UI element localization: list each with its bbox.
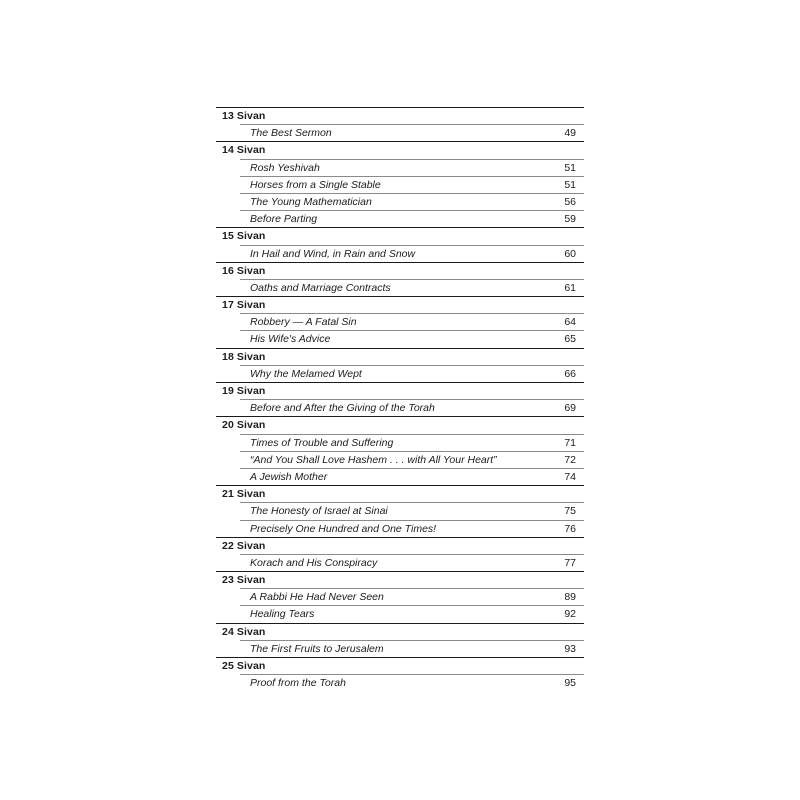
day-section (0, 485, 800, 537)
day-section (0, 227, 800, 261)
day-heading: 19 Sivan (216, 382, 584, 399)
entry-title: His Wife's Advice (250, 333, 331, 346)
toc-entry[interactable] (240, 451, 584, 468)
toc-entry[interactable] (240, 520, 584, 537)
entry-page-number: 49 (564, 127, 576, 140)
table-of-contents (0, 107, 800, 691)
entry-page-number: 74 (564, 470, 576, 483)
entry-page-number: 60 (564, 247, 576, 260)
toc-entry[interactable] (240, 313, 584, 330)
entry-title: The First Fruits to Jerusalem (250, 642, 384, 655)
entry-page-number: 75 (564, 505, 576, 518)
day-heading: 21 Sivan (216, 485, 584, 502)
entry-title: Robbery — A Fatal Sin (250, 316, 357, 329)
entry-page-number: 51 (564, 178, 576, 191)
day-heading: 16 Sivan (216, 262, 584, 279)
toc-entry[interactable] (240, 554, 584, 571)
day-section (0, 623, 800, 657)
entry-page-number: 69 (564, 402, 576, 415)
toc-entry[interactable] (240, 124, 584, 141)
day-section (0, 382, 800, 416)
entry-title: “And You Shall Love Hashem . . . with All Your Heart” (250, 453, 497, 466)
day-heading: 17 Sivan (216, 296, 584, 313)
day-section (0, 262, 800, 296)
entry-page-number: 51 (564, 161, 576, 174)
entry-page-number: 92 (564, 608, 576, 621)
toc-entry[interactable] (240, 502, 584, 519)
entry-title: Horses from a Single Stable (250, 178, 381, 191)
entry-page-number: 93 (564, 642, 576, 655)
toc-entry[interactable] (240, 159, 584, 176)
toc-entry[interactable] (240, 279, 584, 296)
entry-page-number: 89 (564, 591, 576, 604)
day-section (0, 416, 800, 485)
entry-title: Oaths and Marriage Contracts (250, 281, 391, 294)
entry-page-number: 65 (564, 333, 576, 346)
day-section (0, 296, 800, 348)
entry-page-number: 72 (564, 453, 576, 466)
day-section (0, 107, 800, 141)
toc-entry[interactable] (240, 210, 584, 227)
toc-entry[interactable] (240, 330, 584, 347)
day-section (0, 537, 800, 571)
day-heading: 25 Sivan (216, 657, 584, 674)
day-heading: 24 Sivan (216, 623, 584, 640)
day-section (0, 141, 800, 227)
toc-entry[interactable] (240, 605, 584, 622)
entry-page-number: 64 (564, 316, 576, 329)
entry-title: Healing Tears (250, 608, 315, 621)
toc-entry[interactable] (240, 674, 584, 691)
toc-entry[interactable] (240, 640, 584, 657)
entry-title: Korach and His Conspiracy (250, 556, 378, 569)
entry-title: Proof from the Torah (250, 677, 346, 690)
toc-entry[interactable] (240, 399, 584, 416)
day-heading: 18 Sivan (216, 348, 584, 365)
day-section (0, 348, 800, 382)
entry-page-number: 59 (564, 213, 576, 226)
day-heading: 20 Sivan (216, 416, 584, 433)
day-section (0, 657, 800, 691)
entry-title: A Rabbi He Had Never Seen (250, 591, 384, 604)
day-heading: 14 Sivan (216, 141, 584, 158)
entry-title: Why the Melamed Wept (250, 367, 362, 380)
entry-page-number: 71 (564, 436, 576, 449)
entry-page-number: 61 (564, 281, 576, 294)
toc-entry[interactable] (240, 434, 584, 451)
day-heading: 22 Sivan (216, 537, 584, 554)
day-heading: 13 Sivan (216, 107, 584, 124)
entry-title: The Young Mathematician (250, 195, 372, 208)
entry-title: Precisely One Hundred and One Times! (250, 522, 437, 535)
toc-entry[interactable] (240, 245, 584, 262)
toc-entry[interactable] (240, 588, 584, 605)
entry-page-number: 77 (564, 556, 576, 569)
entry-title: In Hail and Wind, in Rain and Snow (250, 247, 416, 260)
toc-entry[interactable] (240, 176, 584, 193)
entry-title: Before Parting (250, 213, 318, 226)
entry-title: Before and After the Giving of the Torah (250, 402, 435, 415)
entry-page-number: 95 (564, 677, 576, 690)
toc-entry[interactable] (240, 365, 584, 382)
entry-title: Rosh Yeshivah (250, 161, 320, 174)
day-section (0, 571, 800, 623)
entry-page-number: 76 (564, 522, 576, 535)
entry-title: The Honesty of Israel at Sinai (250, 505, 388, 518)
day-heading: 23 Sivan (216, 571, 584, 588)
toc-entry[interactable] (240, 193, 584, 210)
entry-title: The Best Sermon (250, 127, 332, 140)
day-heading: 15 Sivan (216, 227, 584, 244)
entry-page-number: 66 (564, 367, 576, 380)
entry-title: A Jewish Mother (250, 470, 328, 483)
entry-page-number: 56 (564, 195, 576, 208)
entry-title: Times of Trouble and Suffering (250, 436, 394, 449)
toc-entry[interactable] (240, 468, 584, 485)
